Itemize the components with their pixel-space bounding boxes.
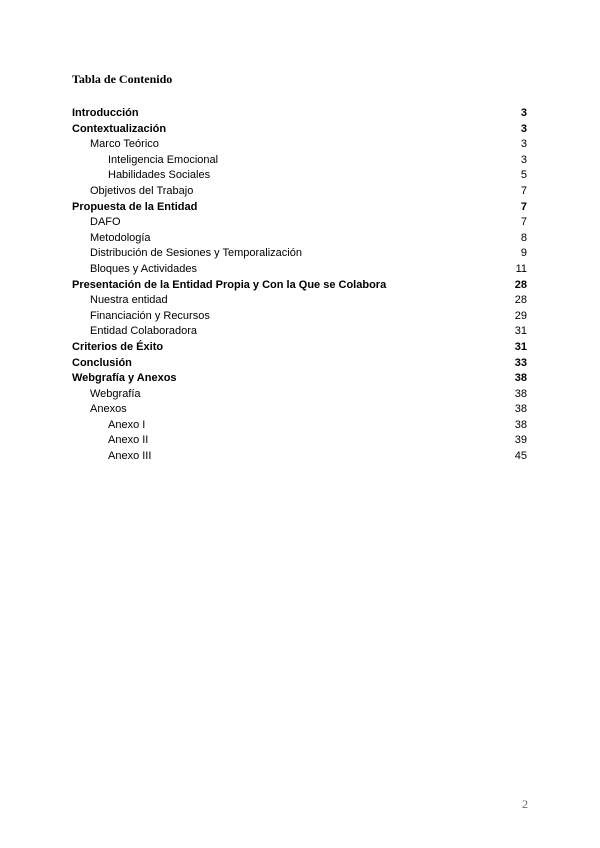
toc-entry-label: Distribución de Sesiones y Temporalización (90, 247, 302, 260)
toc-entry[interactable] (72, 309, 527, 325)
toc-entry[interactable] (72, 418, 527, 434)
toc-entry-page-number: 31 (514, 340, 527, 353)
toc-entry-page-number: 45 (514, 450, 527, 463)
toc-entry[interactable] (72, 402, 527, 418)
toc-entry-label: Habilidades Sociales (108, 169, 211, 182)
toc-entry-page-number: 7 (520, 184, 527, 197)
toc-entry-page-number: 7 (520, 200, 527, 213)
toc-entry[interactable] (72, 387, 527, 403)
toc-entry-page-number: 8 (520, 231, 527, 244)
toc-entry[interactable] (72, 106, 527, 122)
toc-entry-label: Entidad Colaboradora (90, 325, 198, 338)
toc-entry[interactable] (72, 371, 527, 387)
toc-entry-label: Marco Teórico (90, 138, 159, 151)
toc-entry-label: Webgrafía (90, 387, 141, 400)
page-number: 2 (522, 797, 528, 811)
toc-entry-label: Conclusión (72, 356, 132, 369)
toc-entry-label: Anexo III (108, 450, 152, 463)
toc-entry-label: Criterios de Éxito (72, 340, 164, 353)
toc-entry[interactable] (72, 262, 527, 278)
toc-entry-page-number: 38 (514, 372, 527, 385)
toc-entry[interactable] (72, 433, 527, 449)
toc-entry-page-number: 38 (514, 403, 527, 416)
toc-entry-label: Bloques y Actividades (90, 262, 198, 275)
toc-entry[interactable] (72, 184, 527, 200)
toc-entry-page-number: 7 (520, 216, 527, 229)
toc-entry[interactable] (72, 246, 527, 262)
toc-entry-label: Anexo II (108, 434, 149, 447)
toc-entry[interactable] (72, 168, 527, 184)
toc-entry[interactable] (72, 122, 527, 138)
toc-entry-page-number: 3 (520, 138, 527, 151)
toc-entry-label: Contextualización (72, 122, 167, 135)
toc-entry-label: Financiación y Recursos (90, 309, 210, 322)
toc-entry-label: Metodología (90, 231, 151, 244)
toc-entry-page-number: 3 (520, 122, 527, 135)
toc-entry-page-number: 3 (520, 107, 527, 119)
toc-entry[interactable] (72, 215, 527, 231)
table-of-contents (72, 106, 527, 465)
toc-entry-page-number: 39 (514, 434, 527, 447)
toc-entry-page-number: 33 (514, 356, 527, 369)
toc-entry-label: Webgrafía y Anexos (72, 372, 177, 385)
toc-entry-page-number: 9 (520, 247, 527, 260)
toc-entry[interactable] (72, 278, 527, 294)
toc-entry-label: Propuesta de la Entidad (72, 200, 198, 213)
toc-entry-page-number: 3 (520, 153, 527, 166)
toc-entry-label: Nuestra entidad (90, 294, 168, 307)
toc-entry-label: Objetivos del Trabajo (90, 184, 194, 197)
toc-entry[interactable] (72, 137, 527, 153)
toc-entry-page-number: 5 (520, 169, 527, 182)
toc-entry[interactable] (72, 293, 527, 309)
toc-entry-page-number: 38 (514, 387, 527, 400)
toc-entry[interactable] (72, 231, 527, 247)
toc-entry-page-number: 28 (514, 294, 527, 307)
toc-entry-label: Anexos (90, 403, 127, 416)
toc-entry[interactable] (72, 324, 527, 340)
toc-entry[interactable] (72, 356, 527, 372)
toc-entry[interactable] (72, 153, 527, 169)
toc-entry[interactable] (72, 340, 527, 356)
toc-entry-page-number: 11 (515, 262, 527, 275)
toc-title: Tabla de Contenido (72, 72, 173, 86)
toc-entry-label: Inteligencia Emocional (108, 153, 219, 166)
toc-entry[interactable] (72, 200, 527, 216)
toc-entry-page-number: 31 (514, 325, 527, 338)
toc-entry[interactable] (72, 449, 527, 465)
toc-entry-label: Presentación de la Entidad Propia y Con la Que se Colabora (72, 278, 387, 291)
toc-entry-page-number: 29 (514, 309, 527, 322)
toc-entry-label: Introducción (72, 107, 139, 119)
toc-entry-page-number: 38 (514, 418, 527, 431)
toc-entry-label: DAFO (90, 216, 121, 229)
toc-entry-page-number: 28 (514, 278, 527, 291)
toc-entry-label: Anexo I (108, 418, 146, 431)
